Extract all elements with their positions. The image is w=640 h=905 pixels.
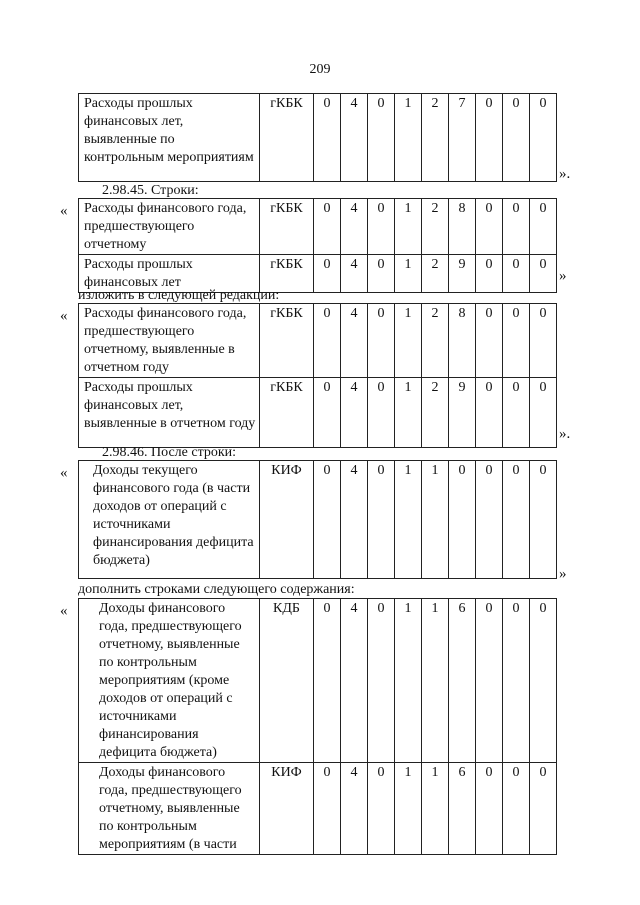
row-digit: 4 xyxy=(341,378,368,448)
closing-quote: ». xyxy=(559,166,571,182)
row-digit: 1 xyxy=(422,599,449,763)
row-digit: 0 xyxy=(476,199,503,255)
row-digit: 0 xyxy=(368,255,395,293)
section-heading: изложить в следующей редакции: xyxy=(78,288,280,303)
row-digit: 0 xyxy=(530,304,557,378)
row-digit: 1 xyxy=(422,763,449,855)
row-digit: 9 xyxy=(449,378,476,448)
row-digit: 0 xyxy=(368,763,395,855)
row-digit: 0 xyxy=(368,199,395,255)
row-digit: 4 xyxy=(341,304,368,378)
row-digit: 2 xyxy=(422,255,449,293)
row-digit: 9 xyxy=(449,255,476,293)
row-digit: 0 xyxy=(530,199,557,255)
row-name: Расходы прошлых финансовых лет, выявленные по контрольным мероприятиям xyxy=(79,94,260,182)
row-digit: 0 xyxy=(476,599,503,763)
row-digit: 0 xyxy=(530,599,557,763)
row-digit: 0 xyxy=(503,763,530,855)
row-digit: 0 xyxy=(503,378,530,448)
row-name: Расходы финансового года, предшествующего отчетному xyxy=(79,199,260,255)
row-digit: 0 xyxy=(476,94,503,182)
table-row xyxy=(79,255,557,293)
row-digit: 0 xyxy=(314,378,341,448)
section-heading: дополнить строками следующего содержания: xyxy=(78,582,355,597)
row-digit: 1 xyxy=(422,461,449,579)
row-code: КДБ xyxy=(260,599,314,763)
row-digit: 0 xyxy=(530,255,557,293)
row-digit: 4 xyxy=(341,461,368,579)
row-digit: 1 xyxy=(395,378,422,448)
code-table xyxy=(78,460,557,579)
row-digit: 0 xyxy=(368,599,395,763)
table-row xyxy=(79,304,557,378)
table-row xyxy=(79,378,557,448)
row-digit: 8 xyxy=(449,304,476,378)
row-digit: 1 xyxy=(395,255,422,293)
closing-quote: » xyxy=(559,566,567,582)
row-digit: 1 xyxy=(395,461,422,579)
page-number: 209 xyxy=(309,62,331,77)
row-digit: 0 xyxy=(476,378,503,448)
row-digit: 0 xyxy=(314,763,341,855)
row-digit: 0 xyxy=(503,304,530,378)
row-digit: 0 xyxy=(476,304,503,378)
row-digit: 0 xyxy=(449,461,476,579)
row-code: гКБК xyxy=(260,255,314,293)
table-row xyxy=(79,94,557,182)
row-digit: 6 xyxy=(449,763,476,855)
row-name: Доходы финансового года, предшествующего отчетному, выявленные по контрольным мероприятиям (в части xyxy=(79,763,260,855)
row-code: гКБК xyxy=(260,304,314,378)
row-digit: 0 xyxy=(476,255,503,293)
row-name: Доходы финансового года, предшествующего отчетному, выявленные по контрольным мероприятиям (кроме доходов от операций с источниками финансирования дефицита бюджета) xyxy=(79,599,260,763)
row-digit: 1 xyxy=(395,199,422,255)
row-digit: 4 xyxy=(341,255,368,293)
row-code: гКБК xyxy=(260,199,314,255)
row-digit: 0 xyxy=(314,599,341,763)
opening-quote: « xyxy=(60,308,68,324)
code-table xyxy=(78,198,557,293)
row-digit: 0 xyxy=(368,94,395,182)
row-digit: 0 xyxy=(530,461,557,579)
row-code: КИФ xyxy=(260,763,314,855)
closing-quote: » xyxy=(559,268,567,284)
table-row xyxy=(79,461,557,579)
row-digit: 0 xyxy=(476,461,503,579)
row-digit: 0 xyxy=(314,461,341,579)
row-name: Расходы финансового года, предшествующего отчетному, выявленные в отчетном году xyxy=(79,304,260,378)
row-digit: 0 xyxy=(530,763,557,855)
row-digit: 8 xyxy=(449,199,476,255)
row-digit: 0 xyxy=(530,94,557,182)
row-digit: 6 xyxy=(449,599,476,763)
opening-quote: « xyxy=(60,465,68,481)
code-table xyxy=(78,598,557,855)
row-digit: 7 xyxy=(449,94,476,182)
row-code: гКБК xyxy=(260,378,314,448)
row-digit: 0 xyxy=(503,94,530,182)
table-row xyxy=(79,599,557,763)
row-code: гКБК xyxy=(260,94,314,182)
row-digit: 2 xyxy=(422,304,449,378)
row-digit: 4 xyxy=(341,599,368,763)
row-digit: 0 xyxy=(314,255,341,293)
row-digit: 0 xyxy=(503,599,530,763)
row-digit: 1 xyxy=(395,94,422,182)
row-digit: 0 xyxy=(368,378,395,448)
row-digit: 0 xyxy=(314,304,341,378)
row-digit: 0 xyxy=(503,255,530,293)
row-digit: 2 xyxy=(422,378,449,448)
row-digit: 0 xyxy=(530,378,557,448)
row-digit: 1 xyxy=(395,599,422,763)
table-row xyxy=(79,763,557,855)
row-digit: 4 xyxy=(341,94,368,182)
row-digit: 2 xyxy=(422,199,449,255)
row-code: КИФ xyxy=(260,461,314,579)
row-digit: 1 xyxy=(395,304,422,378)
code-table xyxy=(78,303,557,448)
row-digit: 0 xyxy=(476,763,503,855)
row-digit: 2 xyxy=(422,94,449,182)
code-table xyxy=(78,93,557,182)
row-digit: 0 xyxy=(503,461,530,579)
row-digit: 0 xyxy=(368,461,395,579)
row-digit: 0 xyxy=(368,304,395,378)
row-digit: 4 xyxy=(341,763,368,855)
row-digit: 1 xyxy=(395,763,422,855)
row-digit: 0 xyxy=(314,94,341,182)
opening-quote: « xyxy=(60,603,68,619)
row-digit: 4 xyxy=(341,199,368,255)
opening-quote: « xyxy=(60,203,68,219)
row-digit: 0 xyxy=(503,199,530,255)
row-name: Расходы прошлых финансовых лет, выявленные в отчетном году xyxy=(79,378,260,448)
row-name: Расходы прошлых финансовых лет xyxy=(79,255,260,293)
closing-quote: ». xyxy=(559,426,571,442)
row-digit: 0 xyxy=(314,199,341,255)
section-heading: 2.98.46. После строки: xyxy=(102,445,237,460)
section-heading: 2.98.45. Строки: xyxy=(102,183,199,198)
row-name: Доходы текущего финансового года (в части доходов от операций с источниками финансирования дефицита бюджета) xyxy=(79,461,260,579)
table-row xyxy=(79,199,557,255)
